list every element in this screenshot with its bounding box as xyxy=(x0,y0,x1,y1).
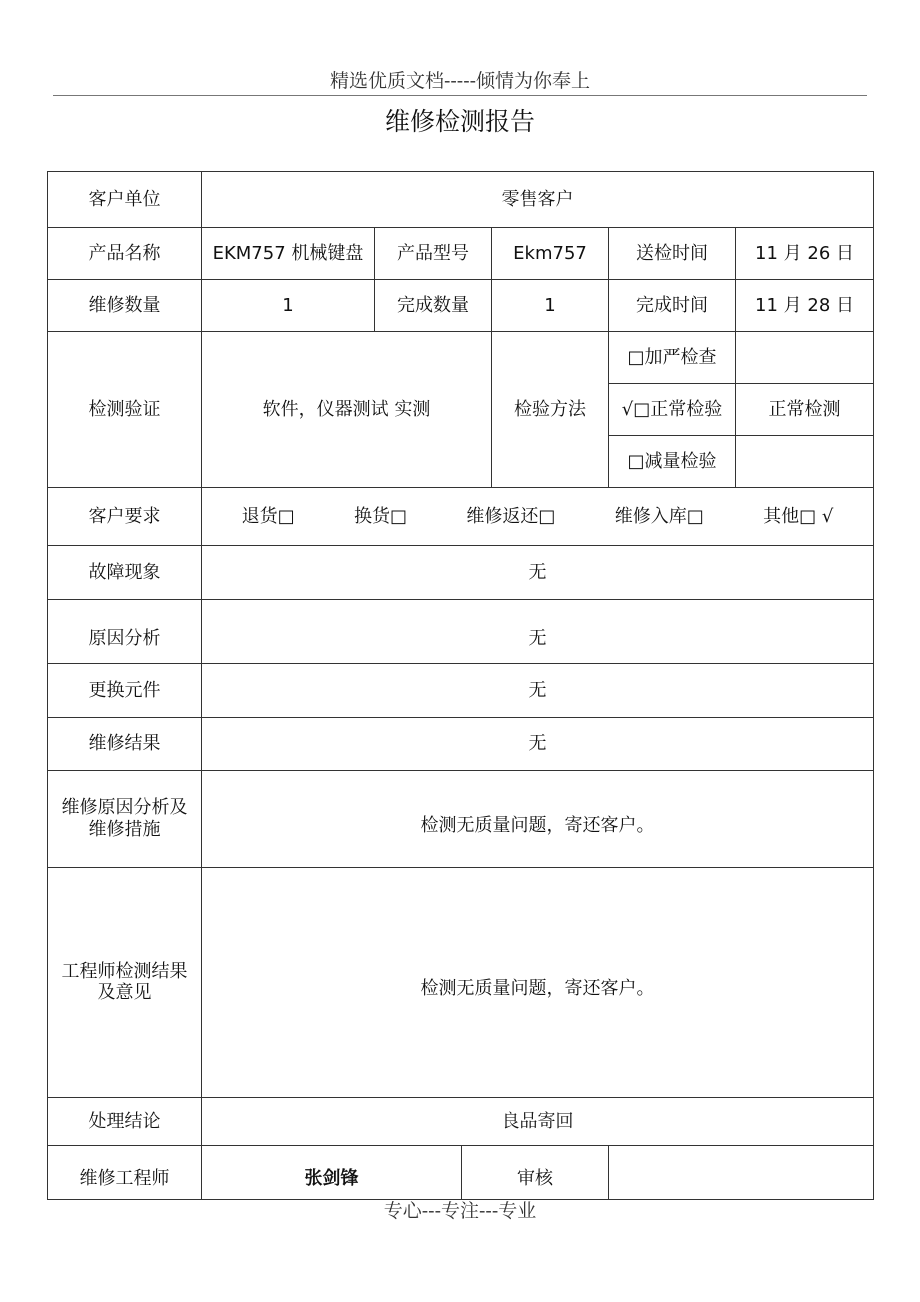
repair-result-label: 维修结果 xyxy=(48,718,202,770)
customer-request-options xyxy=(202,488,874,546)
cause-label: 原因分析 xyxy=(48,600,202,664)
repair-result-value: 无 xyxy=(202,718,874,770)
done-qty-value: 1 xyxy=(492,280,609,332)
repair-qty-label: 维修数量 xyxy=(48,280,202,332)
repair-analysis-value: 检测无质量问题，寄还客户。 xyxy=(202,770,874,867)
request-option-return: 退货□ xyxy=(241,506,295,527)
repair-analysis-label-line2: 维修措施 xyxy=(88,818,161,840)
engineer-opinion-label-line1: 工程师检测结果 xyxy=(61,960,188,982)
fault-value: 无 xyxy=(202,546,874,600)
done-qty-label: 完成数量 xyxy=(375,280,492,332)
product-model-value: Ekm757 xyxy=(492,228,609,280)
repair-analysis-label xyxy=(48,770,202,867)
conclusion-value: 良品寄回 xyxy=(202,1097,874,1145)
engineer-opinion-value: 检测无质量问题，寄还客户。 xyxy=(202,867,874,1097)
engineer-label: 维修工程师 xyxy=(48,1145,202,1199)
repair-analysis-label-line1: 维修原因分析及 xyxy=(61,796,188,818)
method-result-empty-2 xyxy=(736,436,874,488)
repair-qty-value: 1 xyxy=(202,280,375,332)
product-model-label: 产品型号 xyxy=(375,228,492,280)
method-result: 正常检测 xyxy=(736,384,874,436)
verification-value: 软件，仪器测试 实测 xyxy=(202,332,492,488)
method-label: 检验方法 xyxy=(492,332,609,488)
repair-report-table xyxy=(47,171,874,1200)
engineer-opinion-label-line2: 及意见 xyxy=(97,982,152,1004)
replaced-parts-value: 无 xyxy=(202,664,874,718)
page-header: 精选优质文档-----倾情为你奉上 xyxy=(329,70,591,92)
customer-unit-value: 零售客户 xyxy=(202,172,874,228)
method-option-strict: □加严检查 xyxy=(609,332,736,384)
request-option-other: 其他□ √ xyxy=(763,506,834,527)
method-option-reduced: □减量检验 xyxy=(609,436,736,488)
review-value xyxy=(609,1145,874,1199)
send-time-label: 送检时间 xyxy=(609,228,736,280)
done-time-label: 完成时间 xyxy=(609,280,736,332)
method-option-normal: √□正常检验 xyxy=(609,384,736,436)
engineer-value: 张剑锋 xyxy=(202,1145,462,1199)
cause-value: 无 xyxy=(202,600,874,664)
header-rule xyxy=(53,95,867,96)
fault-label: 故障现象 xyxy=(48,546,202,600)
method-result-empty-1 xyxy=(736,332,874,384)
customer-unit-label: 客户单位 xyxy=(48,172,202,228)
customer-request-label: 客户要求 xyxy=(48,488,202,546)
product-name-label: 产品名称 xyxy=(48,228,202,280)
send-time-value: 11 月 26 日 xyxy=(736,228,874,280)
conclusion-label: 处理结论 xyxy=(48,1097,202,1145)
product-name-value: EKM757 机械键盘 xyxy=(202,228,375,280)
report-title: 维修检测报告 xyxy=(384,107,535,136)
page-footer: 专心---专注---专业 xyxy=(383,1200,537,1222)
request-option-repair-stock: 维修入库□ xyxy=(614,506,704,527)
done-time-value: 11 月 28 日 xyxy=(736,280,874,332)
request-option-repair-return: 维修返还□ xyxy=(466,506,556,527)
replaced-parts-label: 更换元件 xyxy=(48,664,202,718)
review-label: 审核 xyxy=(462,1145,609,1199)
request-option-exchange: 换货□ xyxy=(354,506,408,527)
verification-label: 检测验证 xyxy=(48,332,202,488)
engineer-opinion-label xyxy=(48,867,202,1097)
